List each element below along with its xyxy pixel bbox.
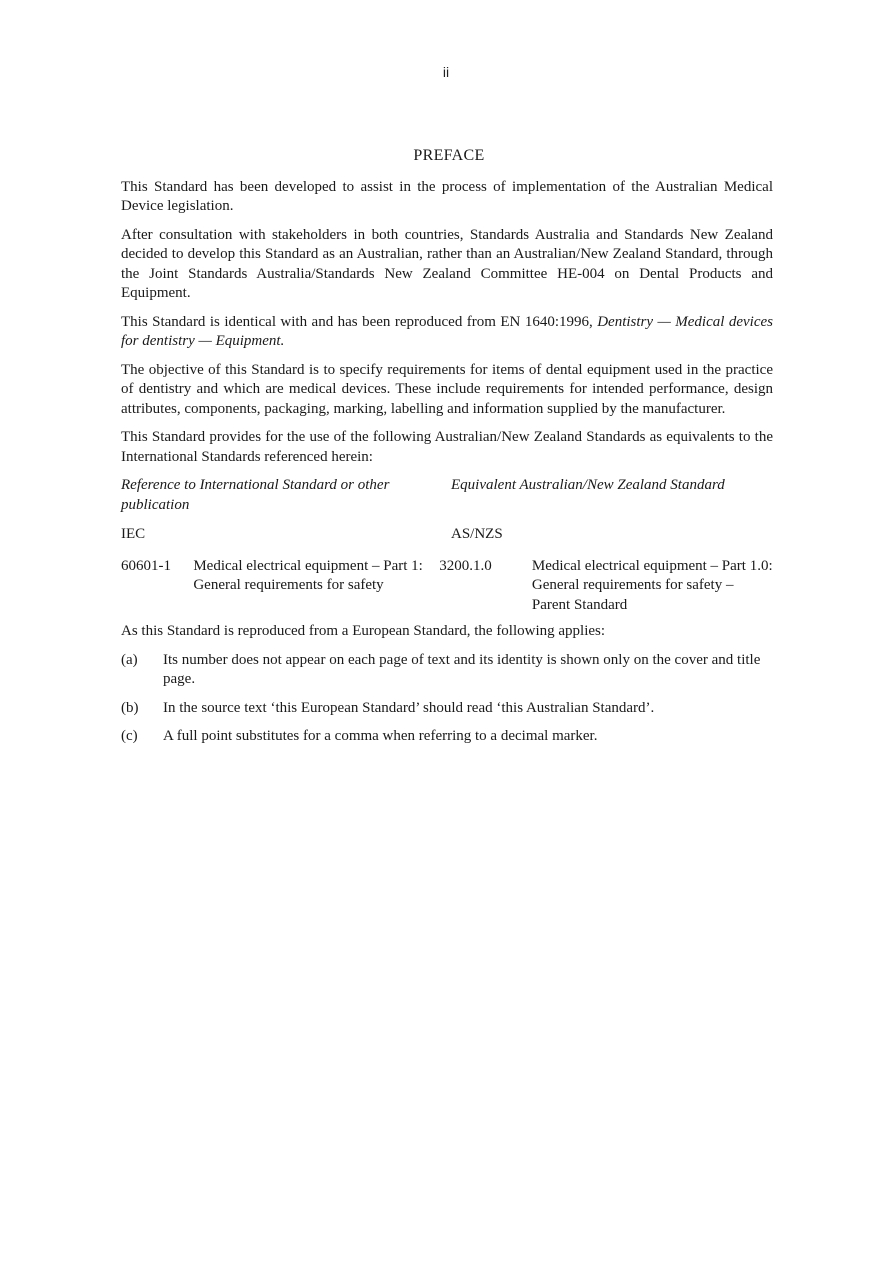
preface-paragraph-4: The objective of this Standard is to specify requirements for items of dental equipment used in the practice of dentistry and which are medical devices. These include requirements for intended performance, design attributes, components, packaging, marking, labelling and information supplied by the manufacturer. [121,361,773,417]
list-item-text: Its number does not appear on each page of text and its identity is shown only on the cover and title page. [163,651,761,687]
preface-paragraph-2: After consultation with stakeholders in both countries, Standards Australia and Standards New Zealand decided to develop this Standard as an Australian, rather than an Australian/New Zealand Standard, through the Joint Standards Australia/Standards New Zealand Committee HE-004 on Dental Products and Equipment. [121,226,773,301]
paragraph-3-text: This Standard is identical with and has been reproduced from EN 1640:1996, [121,313,598,330]
list-item [121,727,773,747]
list-item-label: (a) [121,651,138,668]
list-item-label: (c) [121,728,138,744]
reference-left-title: Medical electrical equipment – Part 1: General requirements for safety [193,557,423,593]
reference-right-title: Medical electrical equipment – Part 1.0: General requirements for safety – Parent Standard [531,557,773,613]
preface-paragraph-1: This Standard has been developed to assist in the process of implementation of the Australian Medical Device legislation. [121,178,773,214]
reference-left-number: 60601-1 [121,557,171,574]
page-number: ii [442,64,450,80]
list-item-label: (b) [121,699,139,716]
reference-right-number: 3200.1.0 [439,557,492,574]
list-item [121,651,773,690]
preface-paragraph-5: This Standard provides for the use of the following Australian/New Zealand Standards as equivalents to the International Standards referenced herein: [121,429,773,465]
list-item [121,699,773,719]
reference-table-header [121,476,773,515]
reference-table-orgs [121,525,773,545]
reference-org-right: AS/NZS [451,526,503,542]
reference-org-left: IEC [121,526,146,542]
preface-paragraph-3 [121,313,773,352]
list-item-text: In the source text ‘this European Standard’ should read ‘this Australian Standard’. [163,699,655,716]
reference-table-row [121,557,773,616]
preface-paragraph-6: As this Standard is reproduced from a European Standard, the following applies: [121,623,606,639]
reference-header-left: Reference to International Standard or other publication [121,477,390,513]
referenced-standard-title: Dentistry — Medical devices for dentistry — Equipment. [121,313,773,349]
reference-header-right: Equivalent Australian/New Zealand Standard [451,477,725,493]
page-title: PREFACE [413,147,485,164]
document-body [121,146,773,756]
list-item-text: A full point substitutes for a comma when referring to a decimal marker. [163,728,598,744]
